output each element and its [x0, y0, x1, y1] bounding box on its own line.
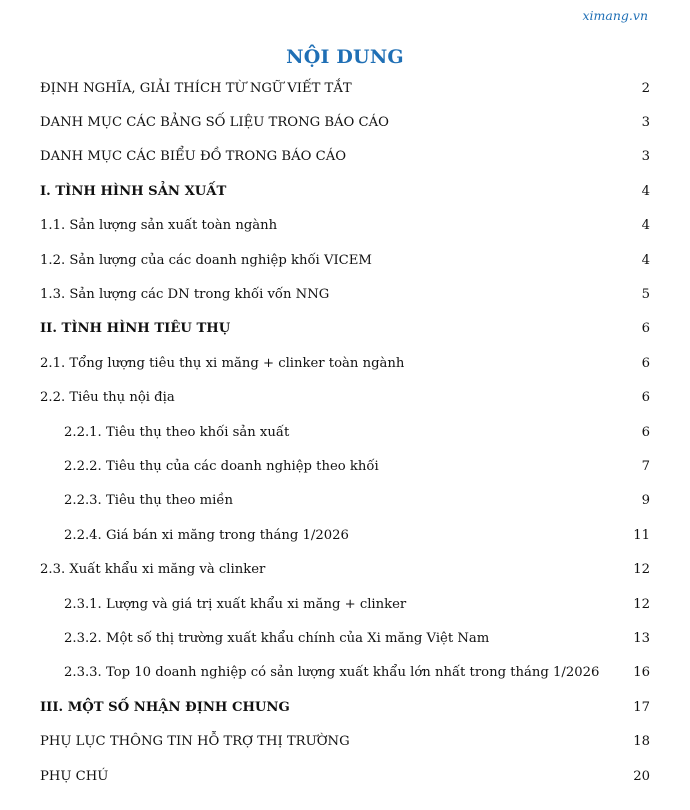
- toc-entry-page: 6: [641, 424, 650, 440]
- toc-entry[interactable]: [40, 105, 650, 139]
- toc-entry-label: I. TÌNH HÌNH SẢN XUẤT: [40, 183, 227, 199]
- toc-entry-page: 4: [641, 218, 650, 234]
- toc-entry[interactable]: [40, 552, 650, 586]
- toc-section-heading[interactable]: [40, 690, 650, 724]
- toc-entry-label: ĐỊNH NGHĨA, GIẢI THÍCH TỪ NGỮ VIẾT TẮT: [40, 80, 352, 96]
- toc-entry-page: 6: [641, 390, 650, 406]
- toc-entry-label: 2.3.2. Một số thị trường xuất khẩu chính của Xi măng Việt Nam: [64, 630, 490, 646]
- toc-entry-label: III. MỘT SỐ NHẬN ĐỊNH CHUNG: [40, 699, 290, 715]
- toc-entry-page: 4: [641, 252, 650, 268]
- toc-entry-label: 1.1. Sản lượng sản xuất toàn ngành: [40, 218, 278, 234]
- toc-entry-label: 2.2.3. Tiêu thụ theo miền: [64, 493, 233, 509]
- toc-entry-page: 2: [641, 80, 650, 96]
- toc-entry-page: 20: [633, 768, 650, 784]
- toc-entry-page: 3: [641, 149, 650, 165]
- toc-entry-label: II. TÌNH HÌNH TIÊU THỤ: [40, 321, 231, 337]
- toc-entry-page: 9: [641, 493, 650, 509]
- page-title: NỘI DUNG: [286, 46, 404, 68]
- toc-subentry[interactable]: [40, 484, 650, 518]
- toc-entry[interactable]: [40, 724, 650, 758]
- toc-section-heading[interactable]: [40, 312, 650, 346]
- toc-entry-page: 12: [633, 562, 650, 578]
- toc-entry-label: 2.2. Tiêu thụ nội địa: [40, 390, 175, 406]
- toc-entry-page: 17: [633, 699, 650, 715]
- toc-entry[interactable]: [40, 71, 650, 105]
- toc-entry-page: 18: [633, 734, 650, 750]
- toc-entry-page: 3: [641, 115, 650, 131]
- toc-entry-label: PHỤ CHÚ: [40, 768, 109, 784]
- toc-entry-label: 2.3.3. Top 10 doanh nghiệp có sản lượng xuất khẩu lớn nhất trong tháng 1/2026: [64, 665, 600, 681]
- toc-entry-label: 1.3. Sản lượng các DN trong khối vốn NNG: [40, 287, 330, 303]
- toc-subentry[interactable]: [40, 656, 650, 690]
- toc-entry-page: 4: [641, 183, 650, 199]
- toc-subentry[interactable]: [40, 518, 650, 552]
- toc-entry[interactable]: [40, 140, 650, 174]
- toc-entry-page: 6: [641, 355, 650, 371]
- toc-subentry[interactable]: [40, 621, 650, 655]
- toc-entry[interactable]: [40, 243, 650, 277]
- toc-entry-label: 1.2. Sản lượng của các doanh nghiệp khối VICEM: [40, 252, 372, 268]
- toc-subentry[interactable]: [40, 449, 650, 483]
- toc-entry-page: 11: [633, 527, 650, 543]
- table-of-contents: [40, 71, 650, 793]
- toc-entry-page: 7: [641, 458, 650, 474]
- toc-entry-page: 13: [633, 630, 650, 646]
- toc-entry-label: 2.2.1. Tiêu thụ theo khối sản xuất: [64, 424, 290, 440]
- toc-entry-label: 2.2.2. Tiêu thụ của các doanh nghiệp theo khối: [64, 458, 379, 474]
- toc-entry-label: DANH MỤC CÁC BẢNG SỐ LIỆU TRONG BÁO CÁO: [40, 115, 389, 131]
- toc-entry-label: 2.3. Xuất khẩu xi măng và clinker: [40, 562, 266, 578]
- toc-entry-label: 2.2.4. Giá bán xi măng trong tháng 1/2026: [64, 527, 349, 543]
- toc-entry-page: 6: [641, 321, 650, 337]
- site-brand: ximang.vn: [582, 8, 648, 23]
- toc-entry-label: 2.3.1. Lượng và giá trị xuất khẩu xi măng + clinker: [64, 596, 407, 612]
- toc-section-heading[interactable]: [40, 174, 650, 208]
- toc-entry[interactable]: [40, 346, 650, 380]
- toc-entry[interactable]: [40, 209, 650, 243]
- toc-subentry[interactable]: [40, 415, 650, 449]
- toc-entry[interactable]: [40, 277, 650, 311]
- toc-entry-label: 2.1. Tổng lượng tiêu thụ xi măng + clinker toàn ngành: [40, 355, 405, 371]
- toc-entry[interactable]: [40, 381, 650, 415]
- toc-entry-page: 12: [633, 596, 650, 612]
- toc-entry-page: 16: [633, 665, 650, 681]
- toc-subentry[interactable]: [40, 587, 650, 621]
- toc-entry[interactable]: [40, 759, 650, 793]
- toc-entry-label: DANH MỤC CÁC BIỂU ĐỒ TRONG BÁO CÁO: [40, 149, 347, 165]
- toc-entry-label: PHỤ LỤC THÔNG TIN HỖ TRỢ THỊ TRƯỜNG: [40, 734, 350, 750]
- toc-entry-page: 5: [641, 287, 650, 303]
